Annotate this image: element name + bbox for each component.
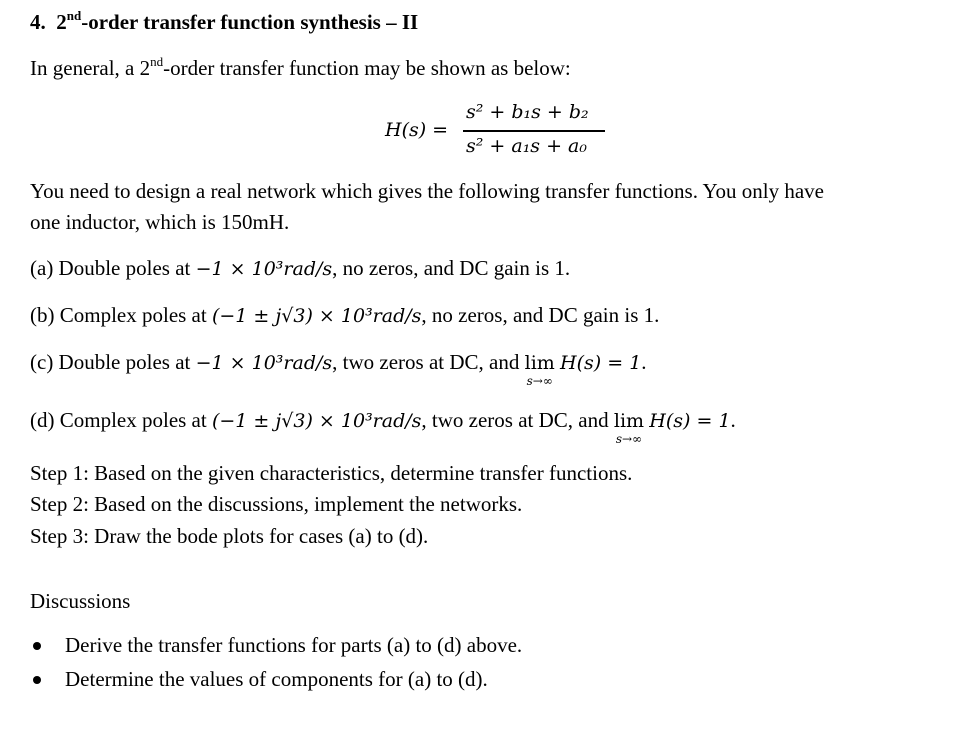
formula-lhs: H(s) =: [385, 119, 449, 141]
step-1: Step 1: Based on the given characteristics, determine transfer functions.: [30, 461, 633, 485]
design-line-2: one inductor, which is 150mH.: [30, 210, 290, 234]
part-d-lim-word: lim: [613, 410, 645, 432]
discussions-title: Discussions: [30, 589, 131, 613]
part-d: [30, 408, 736, 446]
heading-sup: nd: [66, 8, 82, 23]
part-b-post: , no zeros, and DC gain is 1.: [421, 303, 660, 327]
part-c-limit: [524, 352, 555, 388]
part-a-math: −1 × 10³rad/s: [195, 258, 333, 280]
step-3: Step 3: Draw the bode plots for cases (a) to (d).: [30, 524, 429, 548]
part-c-math: −1 × 10³rad/s: [195, 352, 333, 374]
part-c-post: .: [641, 350, 647, 374]
fraction-bar: [463, 130, 605, 132]
part-d-math: (−1 ± j√3) × 10³rad/s: [211, 410, 422, 432]
part-d-lim-expr: H(s) = 1: [649, 410, 731, 432]
part-a-post: , no zeros, and DC gain is 1.: [332, 256, 571, 280]
discussion-item-2: Determine the values of components for (a) to (d).: [65, 667, 488, 691]
part-c: [30, 350, 647, 388]
part-c-lim-sub: s→∞: [526, 374, 553, 388]
intro-post: -order transfer function may be shown as below:: [163, 56, 571, 80]
intro-sup: nd: [150, 54, 164, 69]
part-a: [30, 256, 570, 281]
intro-pre: In general, a 2: [30, 56, 151, 80]
part-d-pre: (d) Complex poles at: [30, 408, 212, 432]
part-c-lim-word: lim: [524, 352, 555, 374]
part-b-pre: (b) Complex poles at: [30, 303, 212, 327]
formula-denominator: s² + a₁s + a₀: [466, 135, 588, 157]
bullet-icon: [33, 642, 41, 650]
part-c-mid: , two zeros at DC, and: [332, 350, 525, 374]
heading-number: 4.: [30, 10, 46, 34]
part-b: [30, 303, 659, 328]
part-d-lim-sub: s→∞: [615, 432, 643, 446]
part-c-lim-expr: H(s) = 1: [560, 352, 642, 374]
part-d-limit: [613, 410, 645, 446]
heading-pre: 2: [56, 10, 67, 34]
intro-paragraph: [30, 56, 571, 81]
part-d-mid: , two zeros at DC, and: [421, 408, 614, 432]
heading-post: -order transfer function synthesis – II: [81, 10, 419, 34]
part-c-pre: (c) Double poles at: [30, 350, 196, 374]
discussion-item-1: Derive the transfer functions for parts (a) to (d) above.: [65, 633, 523, 657]
formula-numerator: s² + b₁s + b₂: [466, 101, 589, 123]
step-2: Step 2: Based on the discussions, implement the networks.: [30, 492, 523, 516]
part-b-math: (−1 ± j√3) × 10³rad/s: [211, 305, 422, 327]
part-a-pre: (a) Double poles at: [30, 256, 196, 280]
section-heading: [30, 10, 418, 35]
part-d-post: .: [730, 408, 736, 432]
bullet-icon: [33, 676, 41, 684]
design-line-1: You need to design a real network which gives the following transfer functions. You only have: [30, 179, 824, 203]
